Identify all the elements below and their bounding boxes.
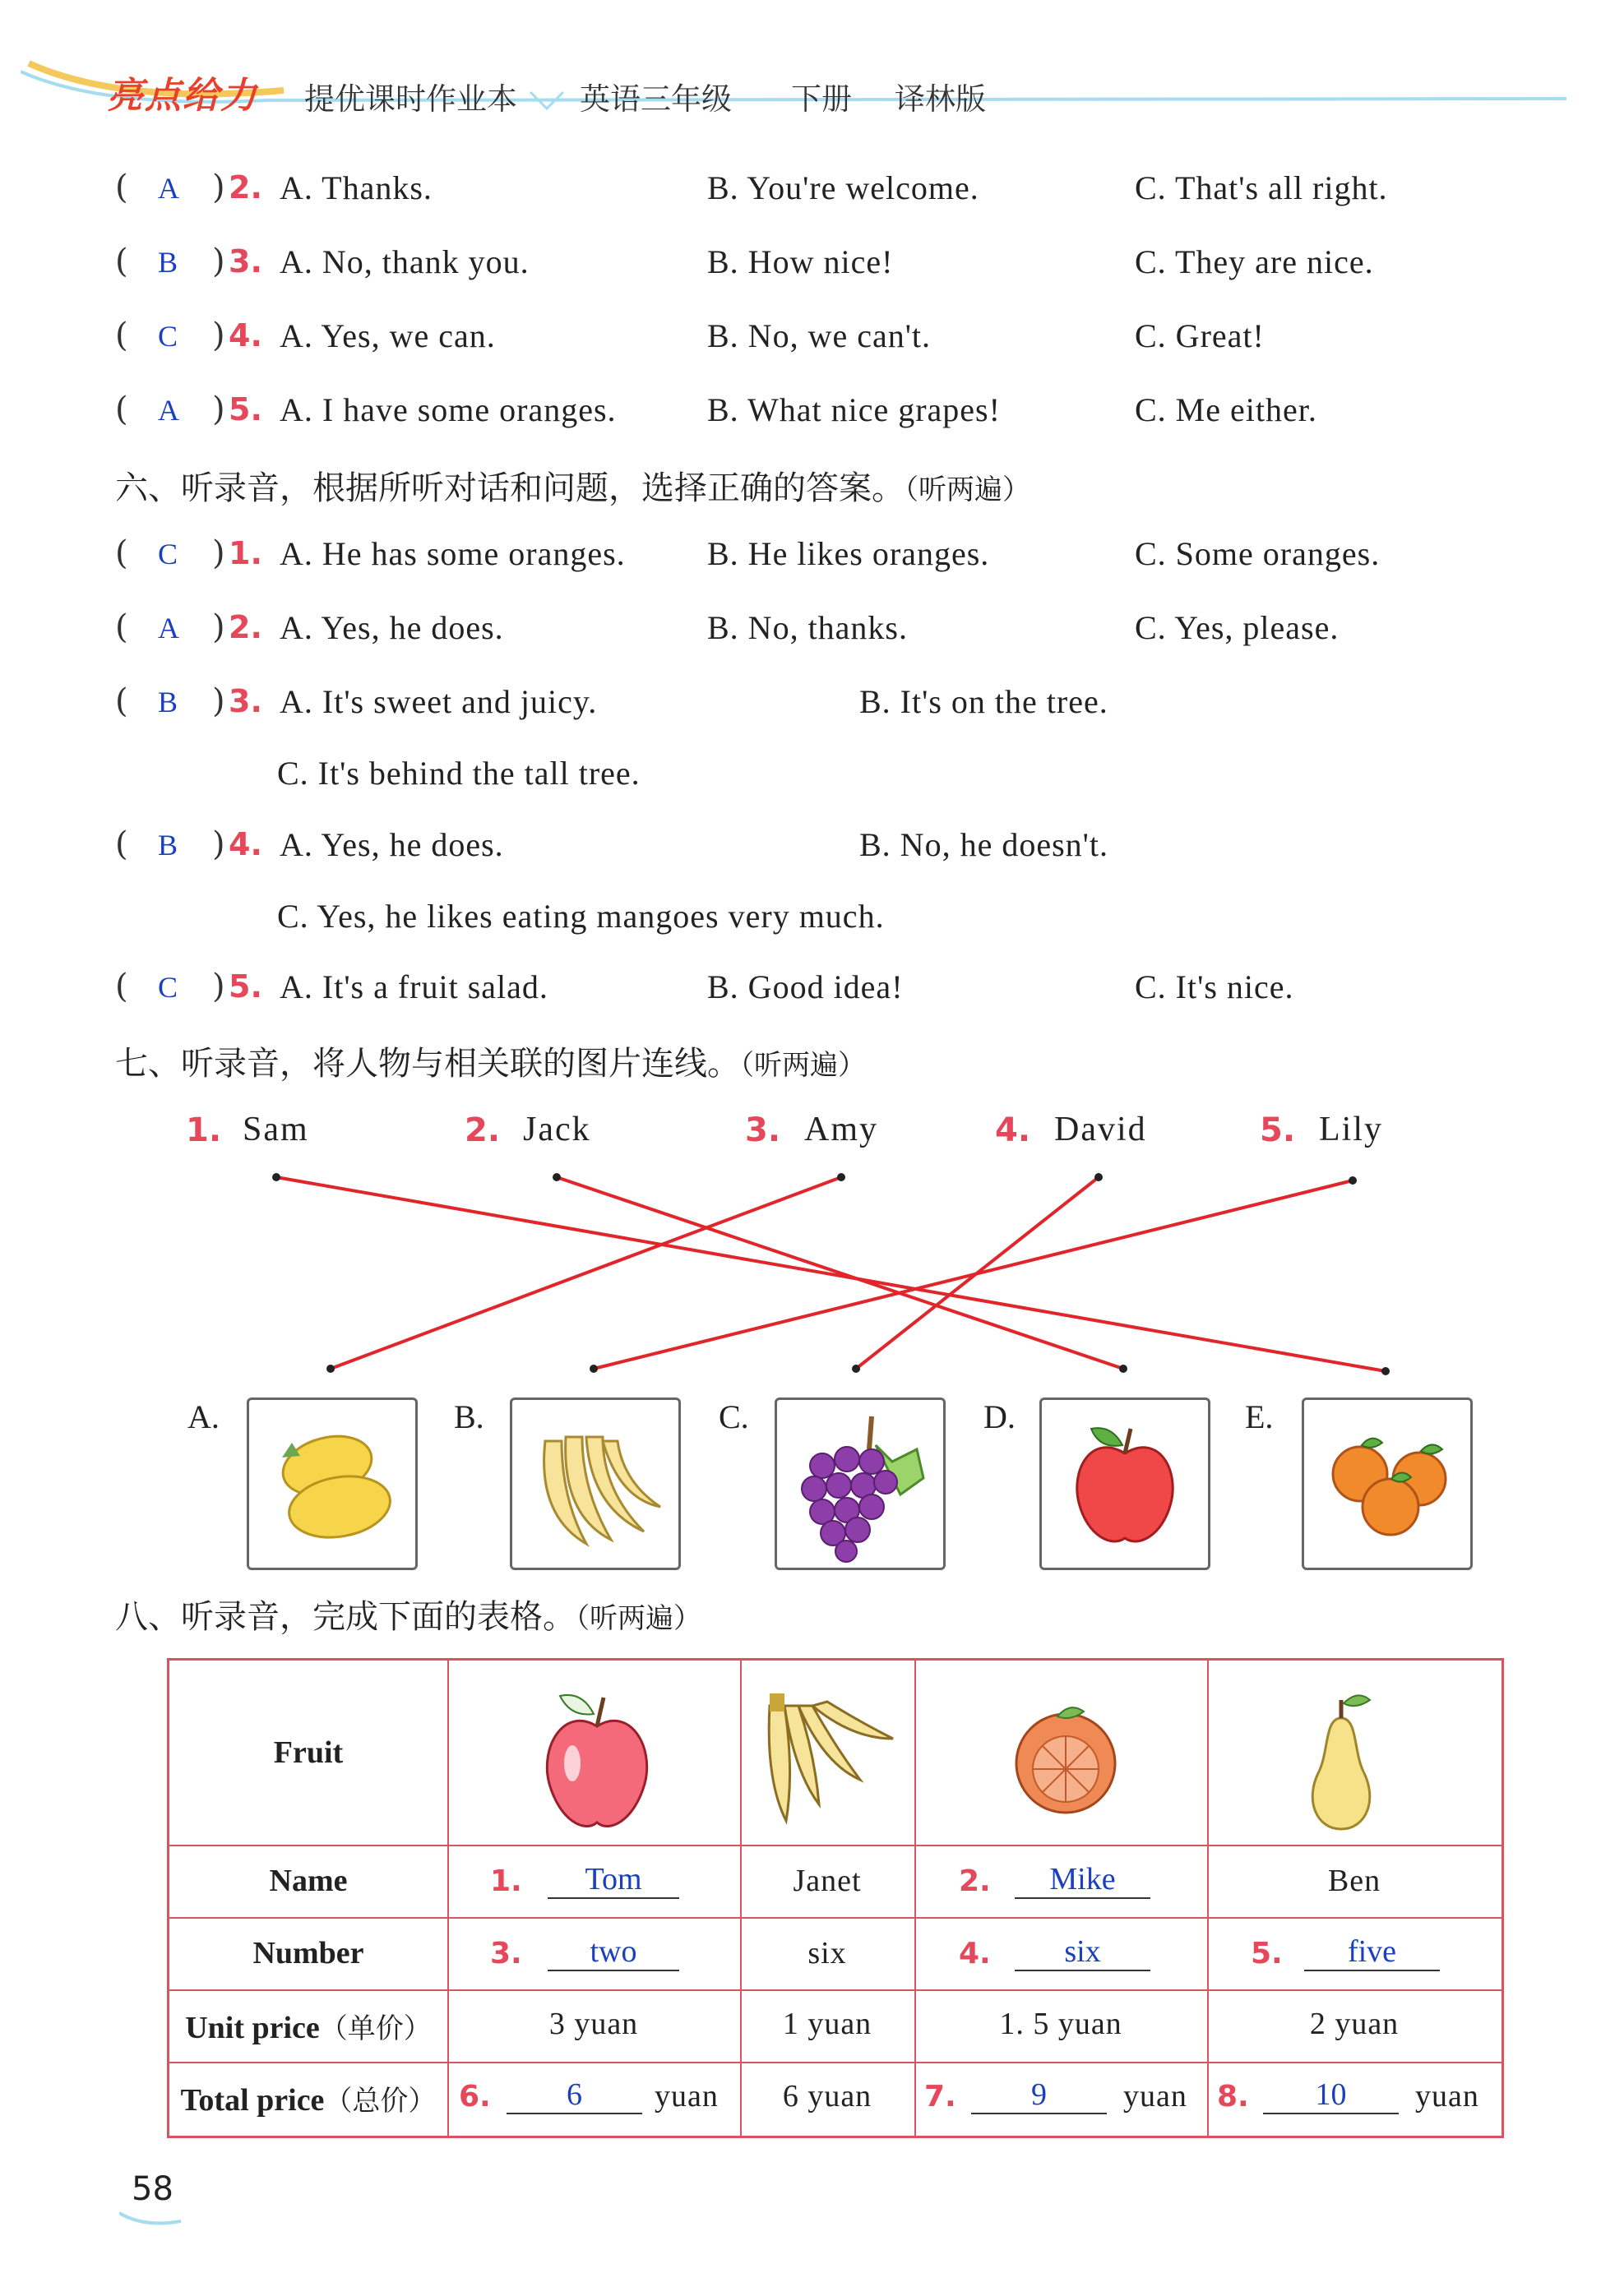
page-number: 58 (132, 2170, 174, 2208)
brand-logo: 亮点给力 (107, 75, 258, 117)
picture-label: A. (187, 1398, 220, 1435)
option-c: C. It's nice. (1135, 968, 1294, 1005)
paren-close: ) (212, 534, 225, 572)
name-value: Janet (793, 1864, 862, 1898)
question-number: 4. (229, 826, 262, 862)
row-label-number: Number (252, 1936, 364, 1970)
paren-open: ( (115, 169, 128, 206)
paren-close: ) (212, 316, 225, 354)
paren-close: ) (212, 608, 225, 646)
question-number: 5. (229, 391, 262, 427)
orange-icon (1304, 1400, 1470, 1568)
option-c: C. Great! (1135, 317, 1265, 354)
option-b: B. What nice grapes! (707, 391, 1001, 428)
answer-mark: C (158, 971, 178, 1004)
person-number: 4. (995, 1111, 1031, 1149)
option-c: C. It's behind the tall tree. (277, 755, 641, 792)
series-title: 提优课时作业本 (304, 81, 517, 117)
paren-close: ) (212, 390, 225, 428)
option-b: B. No, thanks. (707, 609, 908, 646)
unit-price-value: 1 yuan (782, 2007, 872, 2041)
person-name: Sam (243, 1111, 309, 1148)
question-number: 5. (229, 968, 262, 1005)
unit-price-value: 1. 5 yuan (999, 2007, 1122, 2041)
person-name: David (1054, 1111, 1147, 1148)
pear-icon (1296, 1685, 1386, 1833)
row-label-name: Name (269, 1864, 348, 1898)
total-unit: yuan (655, 2079, 719, 2114)
picture-box-d (1039, 1397, 1210, 1570)
option-a: A. I have some oranges. (280, 391, 617, 428)
option-b: B. He likes oranges. (707, 535, 990, 572)
person-name: Lily (1319, 1111, 1383, 1148)
question-number: 3. (229, 683, 262, 719)
question-number: 2. (229, 609, 262, 645)
paren-close: ) (212, 169, 225, 206)
answer-mark: C (158, 538, 178, 571)
picture-label: E. (1245, 1398, 1274, 1435)
name-answer: Mike (1015, 1861, 1150, 1899)
paren-open: ( (115, 316, 128, 354)
section6-note: （听两遍） (905, 474, 1030, 506)
option-b: B. Good idea! (707, 968, 904, 1005)
paren-open: ( (115, 825, 128, 863)
picture-label: D. (983, 1398, 1016, 1435)
answer-mark: A (158, 172, 179, 205)
option-c: C. They are nice. (1135, 243, 1374, 280)
answer-mark: A (158, 612, 179, 644)
answer-mark: B (158, 686, 178, 718)
option-c: C. Me either. (1135, 391, 1317, 428)
answer-mark: C (158, 320, 178, 353)
total-unit: yuan (1123, 2079, 1187, 2114)
question-number: 1. (229, 535, 262, 571)
person-name: Jack (523, 1111, 591, 1148)
paren-open: ( (115, 390, 128, 428)
row-label-total-price: Total price（总价） (180, 2083, 437, 2118)
total-answer: 6 (507, 2077, 642, 2114)
answer-mark: B (158, 829, 178, 862)
volume-title: 下册 (791, 81, 852, 117)
question-number: 3. (229, 243, 262, 279)
edition-title: 译林版 (895, 81, 986, 117)
paren-close: ) (212, 825, 225, 863)
option-b: B. No, we can't. (707, 317, 932, 354)
person-number: 2. (465, 1111, 501, 1149)
blank-number: 5. (1251, 1937, 1283, 1970)
question-number: 2. (229, 169, 262, 206)
section6-title-text: 六、听录音，根据所听对话和问题，选择正确的答案。 (115, 469, 905, 507)
mango-icon (249, 1400, 415, 1568)
number-answer: six (1015, 1933, 1150, 1971)
blank-number: 1. (490, 1864, 522, 1898)
option-a: A. Yes, we can. (280, 317, 496, 354)
name-value: Ben (1327, 1864, 1381, 1898)
blank-number: 4. (959, 1937, 991, 1970)
option-a: A. It's a fruit salad. (280, 968, 548, 1005)
total-answer: 9 (971, 2077, 1107, 2114)
apple-icon (1042, 1400, 1208, 1568)
option-c: C. Some oranges. (1135, 535, 1381, 572)
banana-icon (753, 1681, 901, 1833)
paren-close: ) (212, 243, 225, 280)
paren-open: ( (115, 968, 128, 1005)
apple-icon (531, 1681, 663, 1833)
picture-box-e (1302, 1397, 1473, 1570)
paren-open: ( (115, 682, 128, 720)
person-name: Amy (804, 1111, 878, 1148)
subject-title: 英语三年级 (580, 81, 732, 117)
orange-icon (1008, 1693, 1123, 1825)
option-a: A. It's sweet and juicy. (280, 683, 598, 720)
answer-mark: B (158, 246, 178, 279)
option-b: B. No, he doesn't. (859, 826, 1108, 863)
option-b: B. How nice! (707, 243, 894, 280)
total-value: 6 yuan (782, 2079, 872, 2114)
section8-title (115, 1591, 701, 1638)
match-line-sam-e (276, 1177, 1386, 1371)
section8-note: （听两遍） (576, 1602, 701, 1635)
option-b: B. It's on the tree. (859, 683, 1108, 720)
unit-price-value: 2 yuan (1309, 2007, 1400, 2041)
section7-note: （听两遍） (740, 1049, 866, 1082)
grapes-icon (777, 1400, 943, 1568)
number-value: six (807, 1936, 847, 1970)
blank-number: 8. (1217, 2080, 1249, 2114)
picture-label: C. (719, 1398, 749, 1435)
number-answer: two (548, 1933, 679, 1971)
paren-open: ( (115, 534, 128, 572)
total-unit: yuan (1415, 2079, 1479, 2114)
blank-number: 6. (459, 2080, 491, 2114)
row-label-unit-price: Unit price（单价） (185, 2011, 432, 2045)
paren-close: ) (212, 968, 225, 1005)
name-answer: Tom (548, 1861, 679, 1899)
answer-mark: A (158, 394, 179, 427)
section7-title-text: 七、听录音，将人物与相关联的图片连线。 (115, 1045, 740, 1083)
option-a: A. He has some oranges. (280, 535, 626, 572)
option-c: C. That's all right. (1135, 169, 1388, 206)
option-a: A. Thanks. (280, 169, 433, 206)
option-a: A. Yes, he does. (280, 609, 504, 646)
page-decoration (119, 2211, 185, 2228)
total-answer: 10 (1263, 2077, 1399, 2114)
option-a: A. Yes, he does. (280, 826, 504, 863)
paren-close: ) (212, 682, 225, 720)
blank-number: 2. (959, 1864, 991, 1898)
blank-number: 7. (924, 2080, 956, 2114)
row-label-fruit: Fruit (273, 1735, 344, 1770)
picture-box-b (510, 1397, 681, 1570)
option-c: C. Yes, he likes eating mangoes very much. (277, 898, 885, 935)
option-c: C. Yes, please. (1135, 609, 1340, 646)
banana-icon (512, 1400, 678, 1568)
match-line-amy-a (331, 1177, 841, 1369)
paren-open: ( (115, 243, 128, 280)
picture-box-a (247, 1397, 418, 1570)
picture-box-c (775, 1397, 946, 1570)
section8-title-text: 八、听录音，完成下面的表格。 (115, 1598, 576, 1636)
unit-price-value: 3 yuan (548, 2007, 639, 2041)
paren-open: ( (115, 608, 128, 646)
person-number: 3. (745, 1111, 781, 1149)
number-answer: five (1304, 1933, 1440, 1971)
option-b: B. You're welcome. (707, 169, 979, 206)
fruit-table (167, 1658, 1504, 2138)
blank-number: 3. (490, 1937, 522, 1970)
option-a: A. No, thank you. (280, 243, 530, 280)
question-number: 4. (229, 317, 262, 353)
person-number: 5. (1260, 1111, 1296, 1149)
person-number: 1. (186, 1111, 222, 1149)
match-line-jack-d (557, 1177, 1123, 1369)
picture-label: B. (454, 1398, 484, 1435)
match-line-lily-b (594, 1180, 1353, 1369)
